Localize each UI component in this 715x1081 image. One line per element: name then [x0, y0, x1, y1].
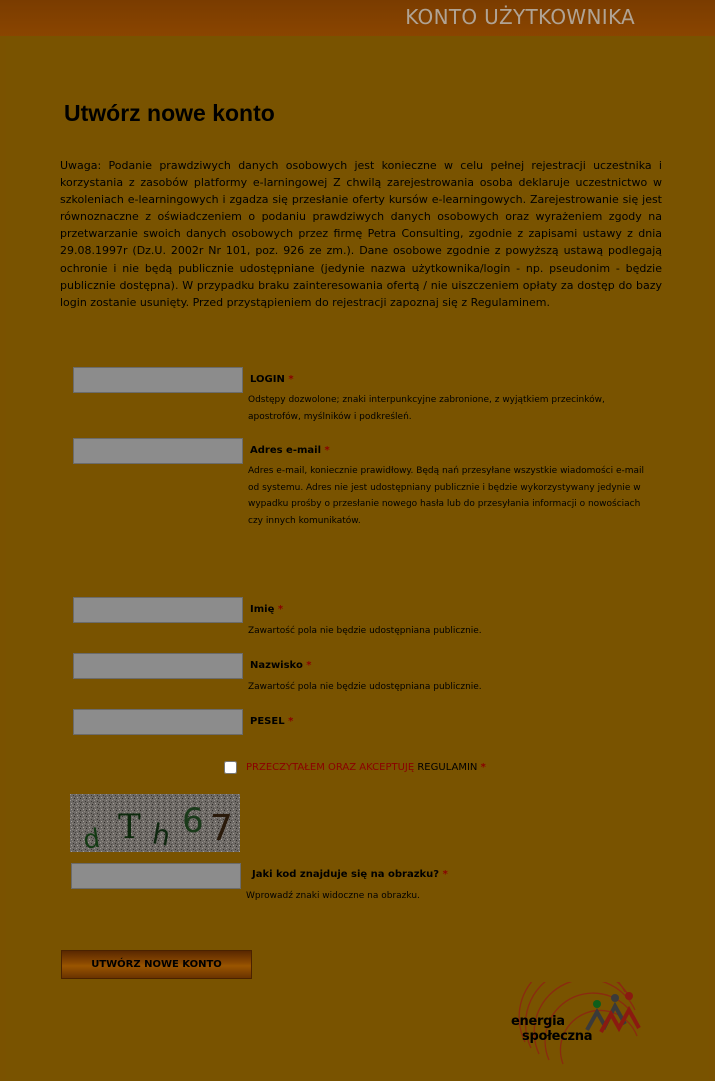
- captcha-label: Jaki kod znajduje się na obrazku? *: [252, 869, 448, 880]
- required-mark: *: [442, 869, 448, 880]
- pesel-input[interactable]: [73, 709, 243, 735]
- svg-text:6: 6: [182, 801, 204, 841]
- first-name-input[interactable]: [73, 597, 243, 623]
- logo-text-line2: społeczna: [522, 1029, 593, 1044]
- email-input[interactable]: [73, 438, 243, 464]
- pesel-label: PESEL *: [250, 716, 294, 727]
- required-mark: *: [480, 762, 486, 773]
- last-name-input[interactable]: [73, 653, 243, 679]
- captcha-image: [70, 794, 240, 852]
- required-mark: *: [288, 374, 294, 385]
- last-name-description: Zawartość pola nie będzie udostępniana publicznie.: [248, 682, 482, 692]
- login-description: Odstępy dozwolone; znaki interpunkcyjne zabronione, z wyjątkiem przecinków, apostrofów, myślników i podkreśleń.: [248, 395, 605, 422]
- first-name-description: Zawartość pola nie będzie udostępniana publicznie.: [248, 626, 482, 636]
- required-mark: *: [277, 604, 284, 615]
- svg-text:T: T: [118, 807, 141, 847]
- header-title: KONTO UŻYTKOWNIKA: [405, 5, 635, 29]
- agree-checkbox[interactable]: [224, 761, 237, 774]
- captcha-description: Wprowadź znaki widoczne na obrazku.: [246, 891, 420, 901]
- login-label: LOGIN *: [250, 374, 294, 385]
- terms-link[interactable]: REGULAMIN: [417, 762, 478, 773]
- last-name-label: Nazwisko *: [250, 660, 312, 671]
- first-name-label: Imię *: [250, 604, 284, 615]
- logo-text-line1: energia: [511, 1014, 565, 1029]
- privacy-notice: Uwaga: Podanie prawdziwych danych osobowych jest konieczne w celu pełnej rejestracji uczestnika i korzystania z zasobów platformy e-larningowej Z chwilą zarejestrowania osoba deklaruje uczestnictwo w szkoleniach e-learningowych i zgadza się przesłanie oferty kursów e-learningowych. Zarejestrowanie się jest równoznaczne z oświadczeniem o podaniu prawdziwych danych osobowych oraz wyrażeniem zgody na przetwarzanie swoich danych osobowych przez firmę Petra Consulting, zgodnie z zapisami ustawy z dnia 29.08.1997r (Dz.U. 2002r Nr 101, poz. 926 ze zm.). Dane osobowe zgodnie z powyższą ustawą podlegają ochronie i nie będą publicznie udostępniane (jedynie nazwa użytkownika/login - np. pseudonim - będzie publicznie dostępna). W przypadku braku zainteresowania ofertą / nie uiszczeniem opłaty za dostęp do bazy login zostanie usunięty. Przed przystąpieniem do rejestracji zapoznaj się z Regulaminem.: [60, 159, 662, 309]
- create-account-button[interactable]: UTWÓRZ NOWE KONTO: [61, 950, 252, 979]
- required-mark: *: [288, 716, 294, 727]
- email-label: Adres e-mail *: [250, 445, 330, 456]
- svg-text:d: d: [81, 823, 102, 852]
- captcha-noise: [70, 794, 240, 852]
- svg-text:h: h: [149, 817, 174, 852]
- header-bar: [0, 0, 715, 36]
- captcha-input[interactable]: [71, 863, 241, 889]
- login-input[interactable]: [73, 367, 243, 393]
- agree-label: PRZECZYTAŁEM ORAZ AKCEPTUJĘ REGULAMIN *: [246, 762, 486, 773]
- page-title: Utwórz nowe konto: [64, 100, 275, 126]
- required-mark: *: [306, 660, 312, 671]
- required-mark: *: [324, 445, 330, 456]
- email-description: Adres e-mail, koniecznie prawidłowy. Będą nań przesyłane wszystkie wiadomości e-mail od systemu. Adres nie jest udostępniany publicznie i będzie wykorzystywany jedynie w wypadku prośby o przesłanie nowego hasła lub do przesyłania informacji o nowościach czy innych komunikatów.: [248, 466, 645, 526]
- svg-text:7: 7: [210, 808, 233, 849]
